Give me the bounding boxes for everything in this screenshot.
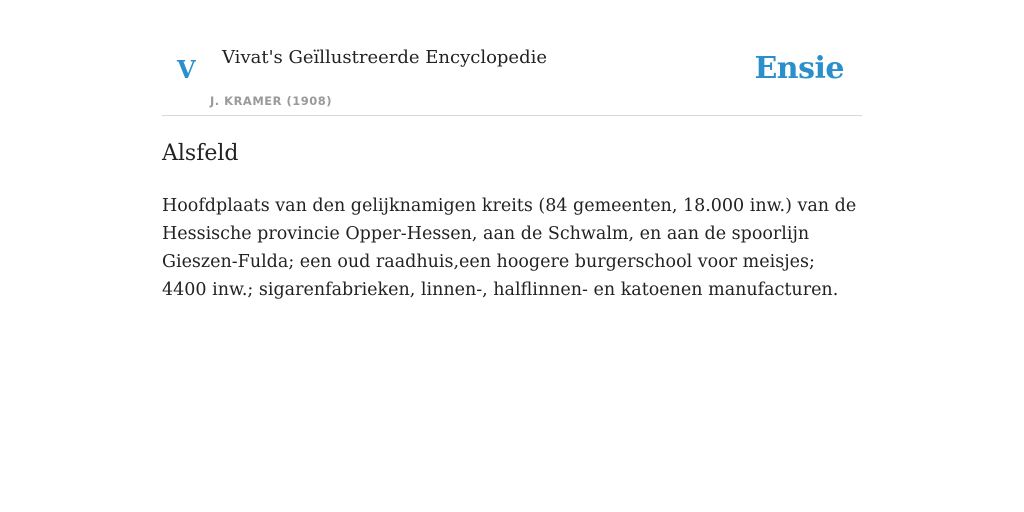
entry-title: Alsfeld [162,141,239,166]
book-logo-letter[interactable]: V [177,55,196,84]
ensie-brand-logo[interactable]: Ensie [754,51,844,86]
entry-body: Hoofdplaats van den gelijknamigen kreits (84 gemeenten, 18.000 inw.) van de Hessische provincie Opper-Hessen, aan de Schwalm, en aan de spoorlijn Gieszen-Fulda; een oud raadhuis,een hoogere burgerschool voor meisjes; 4400 inw.; sigarenfabrieken, linnen-, halflinnen- en katoenen manufacturen. [162,196,857,300]
book-author: J. KRAMER (1908) [210,94,332,108]
source-header [162,40,862,116]
book-title[interactable]: Vivat's Geïllustreerde Encyclopedie [222,47,548,68]
